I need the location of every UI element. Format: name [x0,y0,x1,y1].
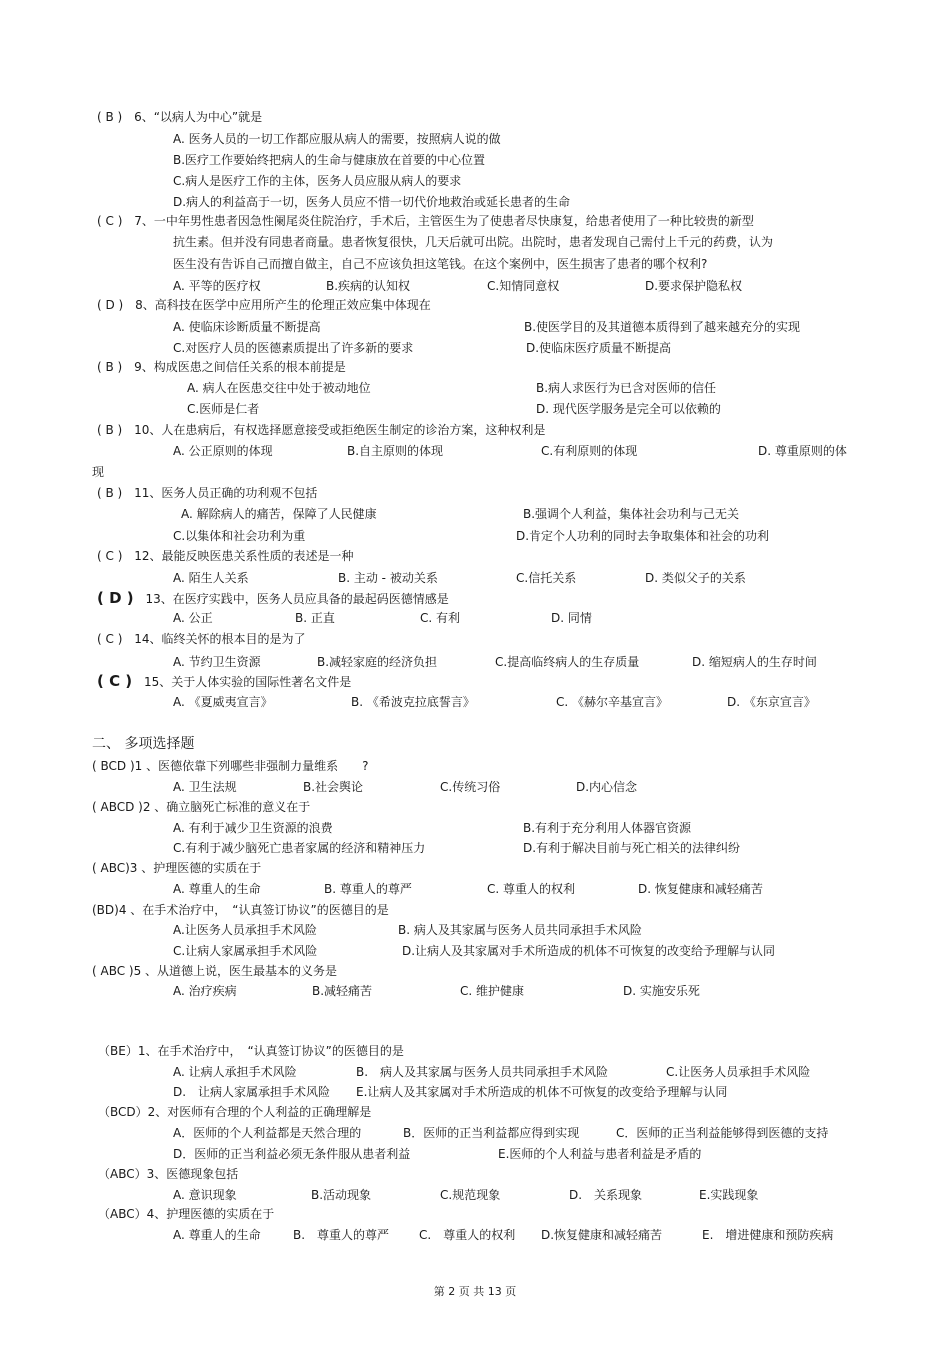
option: C.病人是医疗工作的主体，医务人员应服从病人的要求 [173,174,462,188]
option: A. 让病人承担手术风险 [173,1065,297,1079]
option: D.肯定个人功利的同时去争取集体和社会的功利 [516,529,770,543]
option: C. 尊重人的权利 [419,1228,516,1242]
option: A. 平等的医疗权 [173,279,261,293]
option: C.信托关系 [516,571,577,585]
option: C. 有利 [420,611,461,625]
option: C.知情同意权 [487,279,560,293]
stem-7: 7、一中年男性患者因急性阑尾炎住院治疗，手术后，主管医生为了使患者尽快康复，给患者使用了一种比较贵的新型 [134,214,754,228]
option: A. 陌生人关系 [173,571,249,585]
option: D.要求保护隐私权 [645,279,743,293]
option: D. 类似父子的关系 [645,571,746,585]
option: D. 同情 [551,611,592,625]
option: C.有利于减少脑死亡患者家属的经济和精神压力 [173,841,426,855]
extra-question-3: （ABC）3、医德现象包括 [98,1167,239,1181]
answer-6: ( B ) [97,110,123,124]
option: A. 意识现象 [173,1188,237,1202]
option: D.恢复健康和减轻痛苦 [541,1228,663,1242]
option: C. 尊重人的权利 [487,882,576,896]
option: B. 主动 - 被动关系 [338,571,438,585]
answer-14: ( C ) [97,632,123,646]
option: D.有利于解决目前与死亡相关的法律纠纷 [523,841,741,855]
option: B．医师的正当利益都应得到实现 [403,1126,580,1140]
page-number: 第 2 页 共 13 页 [433,1285,517,1298]
question-6 [97,109,262,125]
option: A. 公正 [173,611,213,625]
stem-6: 6、“以病人为中心”就是 [134,110,263,124]
option: D．医师的正当利益必须无条件服从患者利益 [173,1147,411,1161]
option: B.有利于充分利用人体器官资源 [523,821,692,835]
option: A. 治疗疾病 [173,984,237,998]
stem-15: 15、关于人体实验的国际性著名文件是 [144,675,352,689]
question-10 [97,422,545,438]
option: A. 医务人员的一切工作都应服从病人的需要，按照病人说的做 [173,132,501,146]
option: A. 公正原则的体现 [173,444,273,458]
option: C.提高临终病人的生存质量 [495,655,640,669]
option: B.医疗工作要始终把病人的生命与健康放在首要的中心位置 [173,153,486,167]
answer-7: ( C ) [97,214,123,228]
option: B.强调个人利益，集体社会功利与己无关 [523,507,740,521]
option: C.传统习俗 [440,780,501,794]
option: D.病人的利益高于一切，医务人员应不惜一切代价地救治或延长患者的生命 [173,195,571,209]
option: A. 尊重人的生命 [173,882,261,896]
stem-9: 9、构成医患之间信任关系的根本前提是 [134,360,346,374]
option: A. 解除病人的痛苦，保障了人民健康 [181,507,377,521]
option: A. 尊重人的生命 [173,1228,261,1242]
option: B.病人求医行为已含对医师的信任 [536,381,717,395]
option: A. 有利于减少卫生资源的浪费 [173,821,333,835]
multi-question-1: ( BCD )1 、医德依靠下列哪些非强制力量维系 ? [92,759,369,773]
option: D.使临床医疗质量不断提高 [526,341,672,355]
multi-question-3: ( ABC)3 、护理医德的实质在于 [92,861,262,875]
option: E.让病人及其家属对手术所造成的机体不可恢复的改变给予理解与认同 [356,1085,728,1099]
option: C.让病人家属承担手术风险 [173,944,318,958]
option: A. 《夏威夷宣言》 [173,695,273,709]
option: C.以集体和社会功利为重 [173,529,306,543]
option: B.活动现象 [311,1188,372,1202]
answer-8: ( D ) [97,298,124,312]
question-15 [97,671,351,692]
option: A. 使临床诊断质量不断提高 [173,320,321,334]
answer-12: ( C ) [97,549,123,563]
option: C.医师是仁者 [187,402,260,416]
multi-question-2: ( ABCD )2 、确立脑死亡标准的意义在于 [92,800,311,814]
option: B.自主原则的体现 [347,444,444,458]
stem-11: 11、医务人员正确的功利观不包括 [134,486,318,500]
option: C.对医疗人员的医德素质提出了许多新的要求 [173,341,414,355]
stem-12: 12、最能反映医患关系性质的表述是一种 [134,549,354,563]
question-12 [97,548,353,564]
option: B. 正直 [295,611,335,625]
option: D. 恢复健康和减轻痛苦 [638,882,763,896]
option: D. 《东京宣言》 [727,695,816,709]
answer-15: ( C ) [97,672,133,690]
question-13 [97,588,449,609]
option: D. 现代医学服务是完全可以依赖的 [536,402,721,416]
option: B. 病人及其家属与医务人员共同承担手术风险 [398,923,642,937]
option: D. 实施安乐死 [623,984,700,998]
question-8 [97,297,431,313]
extra-question-4: （ABC）4、护理医德的实质在于 [98,1207,275,1221]
section-heading: 二、 多项选择题 [92,736,195,752]
option: D.让病人及其家属对手术所造成的机体不可恢复的改变给予理解与认同 [402,944,776,958]
option: C. 维护健康 [460,984,525,998]
option: B. 尊重人的尊严 [324,882,412,896]
option: A．医师的个人利益都是天然合理的 [173,1126,362,1140]
option: B.减轻痛苦 [312,984,373,998]
answer-13: ( D ) [97,589,134,607]
option: E. 增进健康和预防疾病 [702,1228,834,1242]
stem-8: 8、高科技在医学中应用所产生的伦理正效应集中体现在 [135,298,431,312]
multi-question-5: ( ABC )5 、从道德上说，医生最基本的义务是 [92,964,338,978]
stem-14: 14、临终关怀的根本目的是为了 [134,632,306,646]
stem-10: 10、人在患病后，有权选择愿意接受或拒绝医生制定的诊治方案，这种权利是 [134,423,546,437]
option: C.规范现象 [440,1188,501,1202]
answer-9: ( B ) [97,360,123,374]
option: E.实践现象 [699,1188,759,1202]
option: A.让医务人员承担手术风险 [173,923,317,937]
option: C.让医务人员承担手术风险 [666,1065,811,1079]
option: B. 病人及其家属与医务人员共同承担手术风险 [356,1065,609,1079]
answer-10: ( B ) [97,423,123,437]
question-14 [97,631,305,647]
answer-11: ( B ) [97,486,123,500]
option: B.社会舆论 [303,780,364,794]
option: A. 节约卫生资源 [173,655,261,669]
option: A. 病人在医患交往中处于被动地位 [187,381,371,395]
option: D. 关系现象 [569,1188,643,1202]
option: D. 让病人家属承担手术风险 [173,1085,331,1099]
multi-question-4: (BD)4 、在手术治疗中， “认真签订协议”的医德目的是 [92,903,389,917]
option: E.医师的个人利益与患者利益是矛盾的 [498,1147,702,1161]
option: B. 尊重人的尊严 [293,1228,390,1242]
option: C.有利原则的体现 [541,444,638,458]
stem-13: 13、在医疗实践中，医务人员应具备的最起码医德情感是 [145,592,449,606]
extra-question-1: （BE）1、在手术治疗中， “认真签订协议”的医德目的是 [98,1044,404,1058]
stem-7-line-2: 抗生素。但并没有同患者商量。患者恢复很快，几天后就可出院。出院时，患者发现自己需付上千元的药费，认为 [173,235,774,249]
question-11 [97,485,317,501]
option: C. 《赫尔辛基宣言》 [556,695,669,709]
option: B.减轻家庭的经济负担 [317,655,438,669]
option: B. 《希波克拉底誓言》 [351,695,475,709]
option: A. 卫生法规 [173,780,237,794]
option: D. 尊重原则的体 [758,444,847,458]
stem-7-line-3: 医生没有告诉自己而擅自做主，自己不应该负担这笔钱。在这个案例中，医生损害了患者的哪个权利? [173,257,708,271]
option: C．医师的正当利益能够得到医德的支持 [616,1126,829,1140]
option: D. 缩短病人的生存时间 [692,655,817,669]
option: B.使医学目的及其道德本质得到了越来越充分的实现 [524,320,801,334]
option-wrap: 现 [92,465,105,479]
question-9 [97,359,346,375]
question-7 [97,213,754,229]
option: D.内心信念 [576,780,638,794]
extra-question-2: （BCD）2、对医师有合理的个人利益的正确理解是 [98,1105,372,1119]
option: B.疾病的认知权 [326,279,411,293]
